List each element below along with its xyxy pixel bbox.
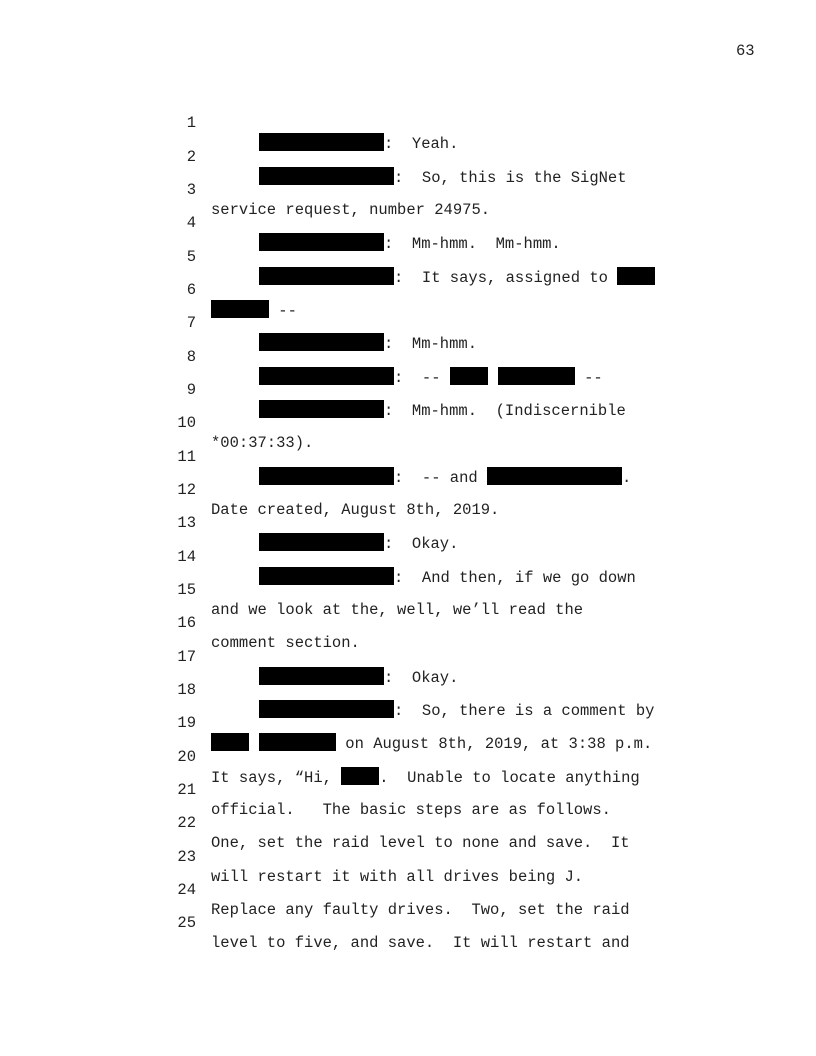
line-number: 21 <box>177 781 196 799</box>
redaction-speaker <box>259 333 384 351</box>
line-text: -- <box>269 302 297 320</box>
line-number: 7 <box>186 314 196 332</box>
transcript-line-1 <box>0 93 459 153</box>
line-text: comment section. <box>211 634 360 652</box>
line-text: and we look at the, well, we’ll read the <box>211 601 584 619</box>
line-number: 16 <box>177 614 196 632</box>
redaction-name <box>211 300 269 318</box>
redaction-name <box>259 733 336 751</box>
redaction-speaker <box>259 400 384 418</box>
line-number: 19 <box>177 714 196 732</box>
line-text: : Yeah. <box>384 135 459 153</box>
line-number: 6 <box>186 281 196 299</box>
redaction-name <box>341 767 379 785</box>
line-text: It says, “Hi, <box>211 769 342 787</box>
line-number: 15 <box>177 581 196 599</box>
line-number: 20 <box>177 748 196 766</box>
line-text: will restart it with all drives being J. <box>211 868 584 886</box>
redaction-name <box>211 733 249 751</box>
redaction-speaker <box>259 467 394 485</box>
line-text: : So, there is a comment by <box>394 702 655 720</box>
line-number: 5 <box>186 248 196 266</box>
line-text: Replace any faulty drives. Two, set the raid <box>211 901 630 919</box>
line-number: 22 <box>177 814 196 832</box>
line-text: service request, number 24975. <box>211 201 491 219</box>
line-text: : -- and <box>394 469 488 487</box>
redaction-speaker <box>259 267 394 285</box>
line-text: on August 8th, 2019, at 3:38 p.m. <box>336 735 653 753</box>
line-text: . <box>622 469 632 487</box>
redaction-name <box>450 367 488 385</box>
transcript-line-16 <box>0 593 360 652</box>
line-text: : Mm-hmm. <box>384 335 478 353</box>
line-text: : Mm-hmm. (Indiscernible <box>384 402 626 420</box>
line-number: 12 <box>177 481 196 499</box>
transcript-line-10 <box>0 393 314 452</box>
line-text: : Okay. <box>384 669 459 687</box>
line-text: : -- <box>394 369 450 387</box>
line-text: official. The basic steps are as follows. <box>211 801 611 819</box>
redaction-name <box>487 467 622 485</box>
line-text: level to five, and save. It will restart and <box>211 934 630 952</box>
line-text: : So, this is the SigNet <box>394 169 627 187</box>
redaction-speaker <box>259 700 394 718</box>
line-text: -- <box>574 369 603 387</box>
line-number: 18 <box>177 681 196 699</box>
line-number: 4 <box>186 214 196 232</box>
line-number: 17 <box>177 648 196 666</box>
line-text: One, set the raid level to none and save. It <box>211 834 630 852</box>
redaction-speaker <box>259 167 394 185</box>
transcript-line-6 <box>0 260 297 320</box>
line-text: : It says, assigned to <box>394 269 618 287</box>
page-number: 63 <box>736 42 755 60</box>
redaction-speaker <box>259 567 394 585</box>
line-text: : And then, if we go down <box>394 569 636 587</box>
redaction-speaker <box>259 533 384 551</box>
line-number: 25 <box>177 914 196 932</box>
line-number: 1 <box>186 114 196 132</box>
line-number: 13 <box>177 514 196 532</box>
line-number: 11 <box>177 448 196 466</box>
line-text: *00:37:33). <box>211 434 314 452</box>
redaction-speaker <box>259 233 384 251</box>
line-number: 9 <box>186 381 196 399</box>
redaction-speaker <box>259 133 384 151</box>
line-number: 8 <box>186 348 196 366</box>
transcript-line-7 <box>0 293 478 353</box>
transcript-line-9 <box>0 360 626 420</box>
line-text: : Okay. <box>384 535 459 553</box>
line-number: 3 <box>186 181 196 199</box>
redaction-name <box>498 367 575 385</box>
line-number: 24 <box>177 881 196 899</box>
line-text: . Unable to locate anything <box>379 769 640 787</box>
redaction-name <box>617 267 655 285</box>
line-text: Date created, August 8th, 2019. <box>211 501 500 519</box>
line-number: 14 <box>177 548 196 566</box>
redaction-speaker <box>259 667 384 685</box>
line-number: 10 <box>177 414 196 432</box>
redaction-speaker <box>259 367 394 385</box>
line-text: : Mm-hmm. Mm-hmm. <box>384 235 561 253</box>
line-number: 23 <box>177 848 196 866</box>
line-number: 2 <box>186 148 196 166</box>
transcript-line-3 <box>0 160 491 219</box>
